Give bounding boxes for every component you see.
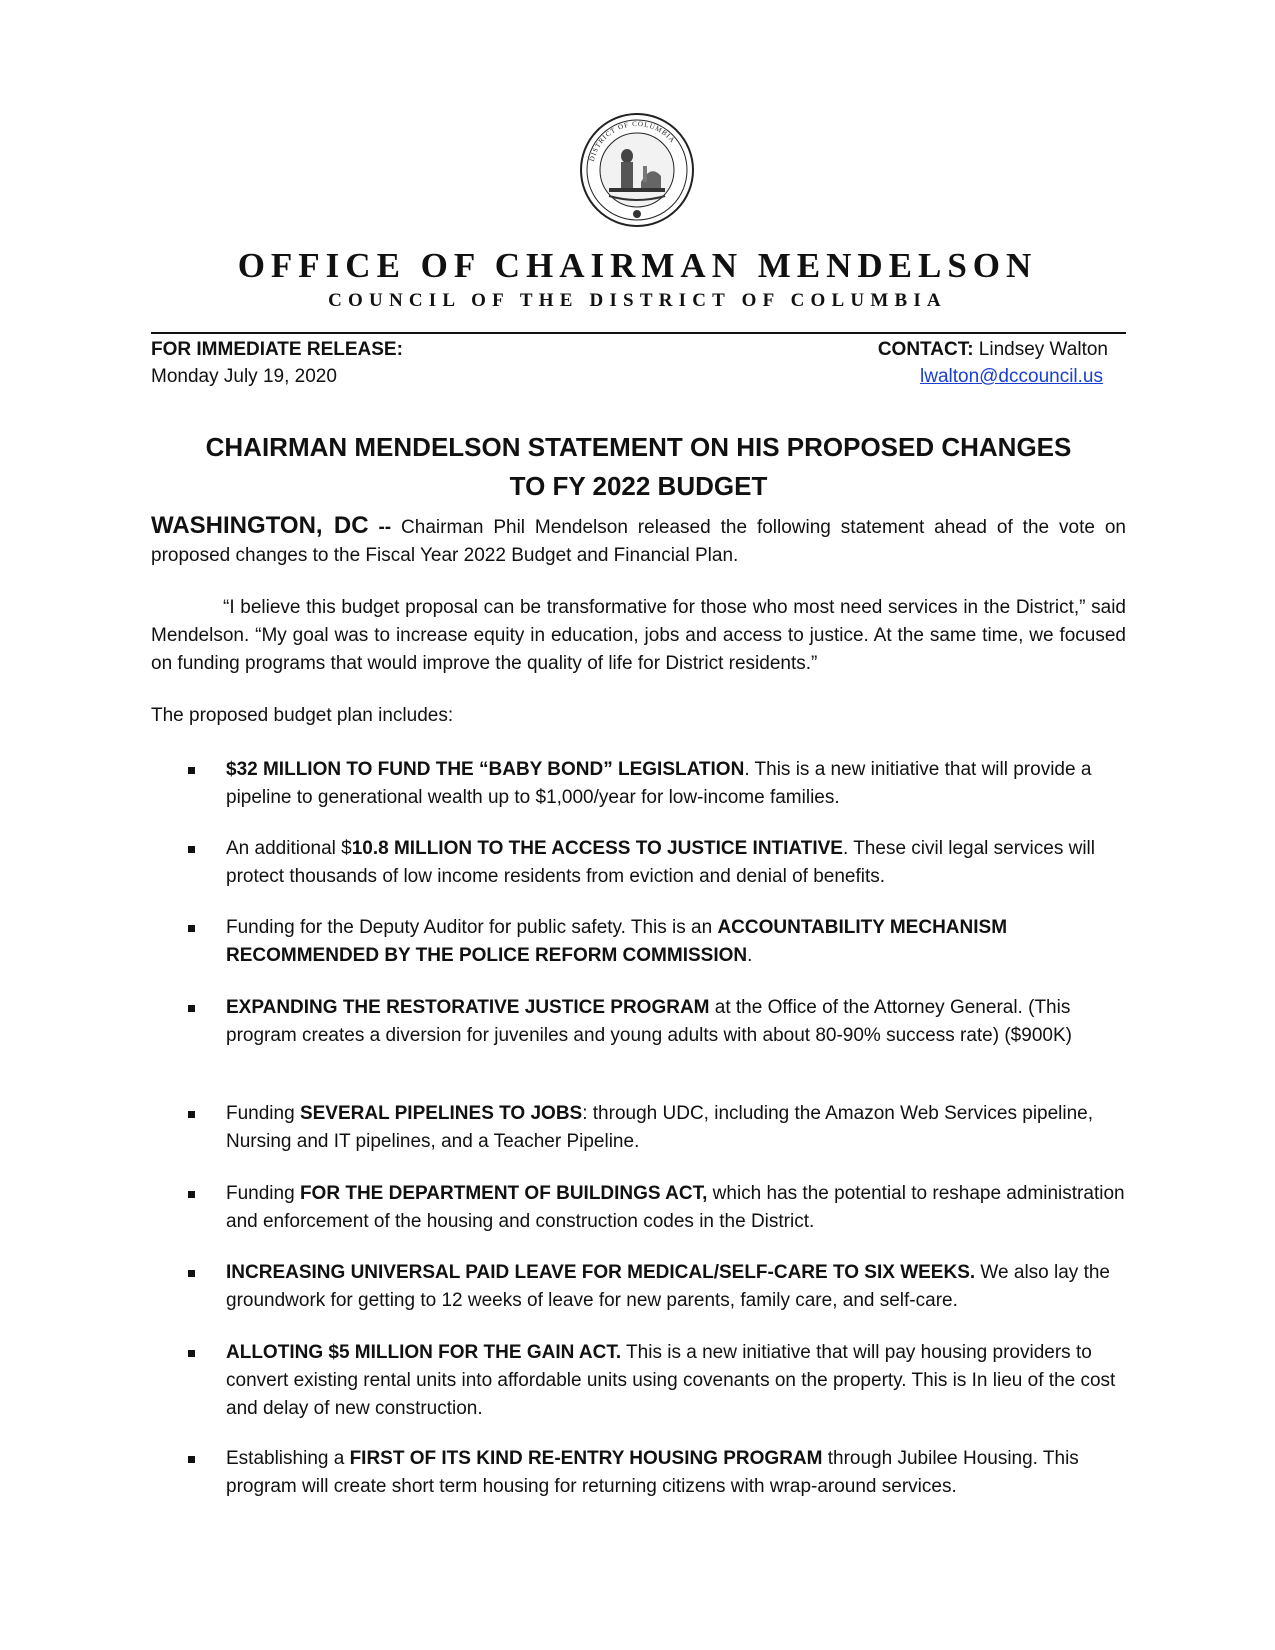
bullet-square-icon <box>188 1456 195 1463</box>
quote-paragraph: “I believe this budget proposal can be transformative for those who most need services in the District,” said Mendelson. “My goal was to increase equity in education, jobs and access to justice. At the same time, we focused on funding programs that would improve the quality of life for District residents.” <box>151 597 1126 674</box>
release-label: FOR IMMEDIATE RELEASE: <box>151 339 403 360</box>
list-intro: The proposed budget plan includes: <box>151 705 454 726</box>
bullet-square-icon <box>188 1191 195 1198</box>
council-subtitle: COUNCIL OF THE DISTRICT OF COLUMBIA <box>328 290 947 311</box>
contact-name: Lindsey Walton <box>973 339 1108 360</box>
bullet-square-icon <box>188 1111 195 1118</box>
contact-email-link[interactable]: lwalton@dccouncil.us <box>920 366 1103 387</box>
header-divider <box>151 332 1126 334</box>
district-of-columbia-seal-icon <box>579 112 695 228</box>
bullet-square-icon <box>188 1270 195 1277</box>
bullet-square-icon <box>188 846 195 853</box>
bullet-square-icon <box>188 767 195 774</box>
bullet-square-icon <box>188 1005 195 1012</box>
seal-text: DISTRICT OF COLUMBIA <box>587 119 677 163</box>
dateline: WASHINGTON, DC <box>151 512 369 539</box>
intro-paragraph <box>151 512 1126 570</box>
press-release-page: DISTRICT OF COLUMBIA OFFICE OF CHAIRMAN MENDELSON COUNCIL OF THE DISTRICT OF COLUMBIA FOR IMMEDIATE RELEASE: Monday July 19, 2020 CONTACT: Lindsey Walton lwalton@dccouncil.us CHAIRMAN MENDELSON STATEMENT ON HIS PROPOSED CHANGES TO FY 2022 BUDGET WASHINGTON, DC -- Chairman Phil Mendelson released the following statement ahead of the vote on proposed changes to the Fiscal Year 2022 Budget and Financial Plan. “I believe this budget proposal can be transformative for those who most need services in the District,” said Mendelson. “My goal was to increase equity in education, jobs and access to justice. At the same time, we focused on funding programs that would improve the quality of life for District residents.” The proposed budget plan includes: $32 MILLION TO FUND THE “BABY BOND” LEGISLATION. This is a new initiative that will provide a pipeline to generational wealth up to $1,000/year for low-income families. An additional $10.8 MILLION TO THE ACCESS TO JUSTICE INTIATIVE. These civil legal services will protect thousands of low income residents from eviction and denial of benefits. Funding for the Deputy Auditor for public safety. This is an ACCOUNTABILITY MECHANISM RECOMMENDED BY THE POLICE REFORM COMMISSION. EXPANDING THE RESTORATIVE JUSTICE PROGRAM at the Office of the Attorney General. (This program creates a diversion for juveniles and young adults with about 80-90% success rate) ($900K) Funding SEVERAL PIPELINES TO JOBS: through UDC, including the Amazon Web Services pipeline, Nursing and IT pipelines, and a Teacher Pipeline. Funding FOR THE DEPARTMENT OF BUILDINGS ACT, which has the potential to reshape administration and enforcement of the housing and construction codes in the District. INCREASING UNIVERSAL PAID LEAVE FOR MEDICAL/SELF-CARE TO SIX WEEKS. We also lay the groundwork for getting to 12 weeks of leave for new parents, family care, and self-care. ALLOTING $5 MILLION FOR THE GAIN ACT. This is a new initiative that will pay housing providers to convert existing rental units into affordable units using covenants on the property. This is In lieu of the cost and delay of new construction. Establishing a FIRST OF ITS KIND RE-ENTRY HOUSING PROGRAM through Jubilee Housing. This program will create short term housing for returning citizens with wrap-around services. <box>0 0 1275 1650</box>
bullet-square-icon <box>188 925 195 932</box>
intro-text: Chairman Phil Mendelson released the following statement ahead of the vote on proposed changes to the Fiscal Year 2022 Budget and Financial Plan. <box>151 517 1126 566</box>
release-date: Monday July 19, 2020 <box>151 366 337 387</box>
contact-line <box>878 339 1108 361</box>
dateline-separator: -- <box>368 517 402 538</box>
headline-line-2: TO FY 2022 BUDGET <box>509 471 768 501</box>
office-title: OFFICE OF CHAIRMAN MENDELSON <box>237 246 1038 285</box>
contact-label: CONTACT: <box>877 339 974 360</box>
headline-line-1: CHAIRMAN MENDELSON STATEMENT ON HIS PROPOSED CHANGES <box>205 432 1072 462</box>
bullet-square-icon <box>188 1350 195 1357</box>
headline <box>151 428 1126 506</box>
